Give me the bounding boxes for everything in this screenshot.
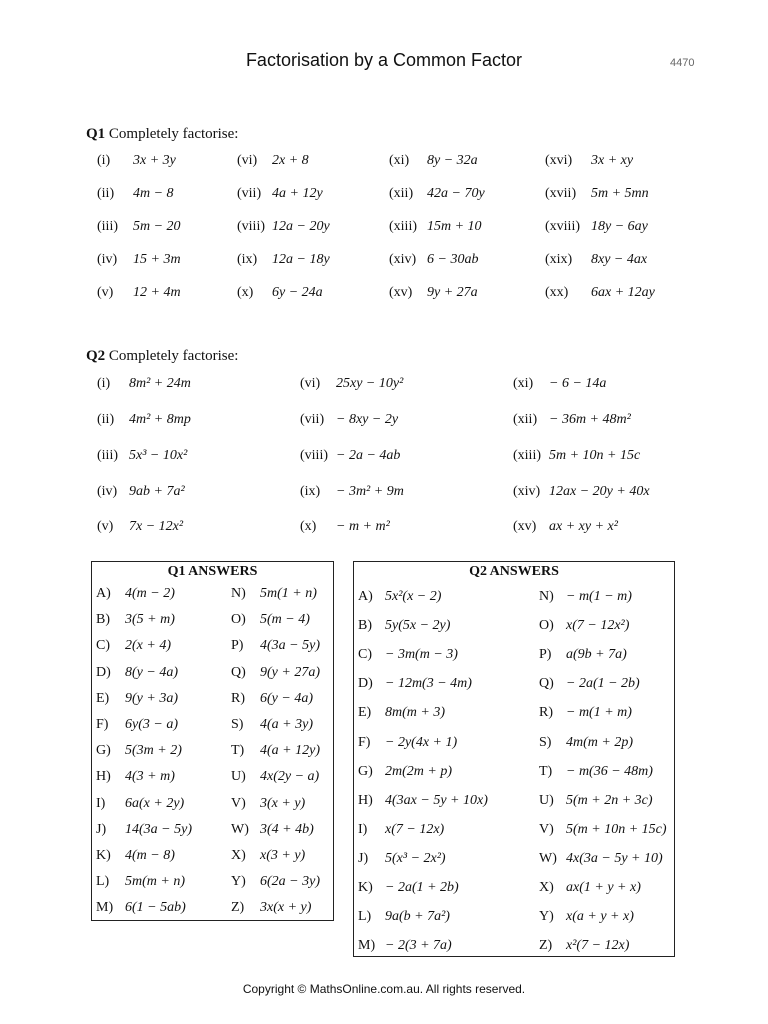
q2-item bbox=[97, 484, 185, 500]
q1-item bbox=[545, 252, 648, 268]
q2-answer-expression: − 3m(m − 3) bbox=[385, 647, 458, 663]
q1-item-expression: 3x + 3y bbox=[133, 153, 176, 168]
q1-answer bbox=[231, 795, 306, 812]
q2-answer bbox=[539, 909, 634, 925]
q2-item bbox=[513, 448, 641, 464]
q2-answer-expression: 5(m + 2n + 3c) bbox=[566, 792, 653, 808]
q1-answer bbox=[96, 743, 182, 759]
q2-answer-expression: 4x(3a − 5y + 10) bbox=[566, 850, 663, 866]
q1-item bbox=[545, 219, 648, 235]
q1-item-expression: 4m − 8 bbox=[133, 186, 174, 201]
q2-item bbox=[300, 484, 404, 500]
q2-item-expression: 12ax − 20y + 40x bbox=[549, 484, 650, 499]
q2-item bbox=[513, 519, 618, 535]
q2-item-number: (vi) bbox=[300, 376, 321, 391]
page-title: Factorisation by a Common Factor bbox=[245, 50, 523, 70]
q2-item-number: (iii) bbox=[97, 448, 118, 463]
q2-answer-expression: 4(3ax − 5y + 10x) bbox=[385, 792, 488, 808]
q1-answer-number: F) bbox=[96, 717, 109, 732]
q1-answer bbox=[96, 612, 175, 628]
q1-answer-expression: 9(y + 27a) bbox=[260, 664, 320, 680]
q2-answer bbox=[539, 938, 630, 954]
q1-item-expression: 8xy − 4ax bbox=[591, 252, 648, 267]
q1-answer bbox=[96, 638, 171, 654]
q2-item bbox=[513, 484, 650, 500]
q2-item bbox=[97, 448, 188, 464]
q1-item-expression: 6y − 24a bbox=[272, 285, 323, 300]
q1-item bbox=[237, 219, 330, 235]
q1-item-expression: 8y − 32a bbox=[427, 153, 478, 168]
q1-item bbox=[545, 186, 649, 202]
q2-item-expression: 25xy − 10y² bbox=[336, 376, 404, 391]
q2-answer-number: A) bbox=[358, 589, 373, 604]
q2-item-number: (xi) bbox=[513, 376, 534, 391]
q2-answer-number: U) bbox=[539, 792, 554, 808]
q2-answer bbox=[539, 821, 667, 838]
q2-answer bbox=[358, 705, 445, 721]
q1-answer-number: T) bbox=[231, 743, 245, 759]
q2-answer-number: D) bbox=[358, 676, 373, 692]
q2-item-expression: 4m² + 8mp bbox=[129, 412, 191, 427]
q2-answer-expression: − 2a(1 + 2b) bbox=[385, 880, 459, 895]
q2-item-number: (xiii) bbox=[513, 448, 541, 463]
q2-answer-number: S) bbox=[539, 734, 552, 750]
q1-item bbox=[389, 186, 485, 202]
q1-answer bbox=[231, 664, 320, 681]
q1-answer-number: M) bbox=[96, 900, 114, 916]
q1-answer-expression: 6(y − 4a) bbox=[260, 690, 313, 706]
q1-item-number: (xi) bbox=[389, 153, 410, 168]
q1-answer-expression: 6y(3 − a) bbox=[125, 717, 178, 732]
q2-answer-number: R) bbox=[539, 705, 553, 721]
q2-item-number: (ix) bbox=[300, 484, 321, 499]
q2-answer-expression: − m(1 + m) bbox=[566, 705, 632, 721]
q2-answer-expression: 2m(2m + p) bbox=[385, 763, 452, 779]
q2-answer-expression: 5(x³ − 2x²) bbox=[385, 850, 446, 866]
q1-item-expression: 18y − 6ay bbox=[591, 219, 648, 234]
q1-item-number: (ii) bbox=[97, 186, 115, 201]
q1-answer-number: V) bbox=[231, 795, 246, 811]
q1-answer bbox=[231, 743, 320, 759]
q1-answer bbox=[231, 638, 320, 654]
q2-item-number: (iv) bbox=[97, 484, 118, 499]
q2-answer-expression: − m(36 − 48m) bbox=[566, 763, 653, 779]
q2-answer-expression: ax(1 + y + x) bbox=[566, 880, 641, 895]
q2-answer bbox=[539, 618, 630, 634]
q2-item-number: (vii) bbox=[300, 412, 325, 427]
q1-item-number: (xiii) bbox=[389, 219, 417, 234]
q2-answer-number: L) bbox=[358, 909, 372, 925]
q1-answer bbox=[96, 586, 175, 602]
q2-answer-number: Z) bbox=[539, 938, 553, 954]
q1-item-number: (x) bbox=[237, 285, 254, 300]
q2-heading bbox=[86, 348, 238, 365]
q1-item bbox=[97, 252, 181, 268]
q2-item-expression: 7x − 12x² bbox=[129, 519, 184, 534]
q2-answer-expression: x²(7 − 12x) bbox=[566, 938, 630, 954]
q1-answers-box bbox=[91, 561, 334, 921]
q1-item-expression: 4a + 12y bbox=[272, 186, 323, 201]
q1-item bbox=[545, 153, 634, 169]
q1-item-expression: 15m + 10 bbox=[427, 219, 482, 234]
q1-item-number: (xviii) bbox=[545, 219, 580, 234]
q2-item-number: (xv) bbox=[513, 519, 537, 534]
q2-item-number: (ii) bbox=[97, 412, 115, 427]
worksheet-code: 4470 bbox=[670, 57, 695, 69]
q1-answer-expression: 5(m − 4) bbox=[260, 612, 310, 628]
q1-answer-number: H) bbox=[96, 769, 111, 785]
q1-answer-expression: 8(y − 4a) bbox=[125, 664, 178, 680]
q1-item-number: (iii) bbox=[97, 219, 118, 234]
q2-answer-number: X) bbox=[539, 880, 554, 895]
q2-answer bbox=[539, 880, 641, 896]
q2-item bbox=[513, 412, 631, 428]
q1-item-number: (xvi) bbox=[545, 153, 573, 168]
q1-answer bbox=[96, 717, 178, 733]
q1-answer bbox=[231, 717, 313, 733]
q1-item-expression: 42a − 70y bbox=[427, 186, 485, 201]
q2-answer bbox=[358, 821, 445, 838]
q2-item bbox=[97, 376, 191, 392]
q2-answer bbox=[539, 647, 627, 663]
q2-item-expression: 8m² + 24m bbox=[129, 376, 191, 391]
q1-answer-expression: 3(4 + 4b) bbox=[260, 821, 314, 837]
q1-answer-number: L) bbox=[96, 874, 110, 890]
q1-item-expression: 2x + 8 bbox=[272, 153, 309, 168]
q2-item bbox=[300, 448, 401, 464]
q1-answer-number: Q) bbox=[231, 664, 246, 680]
q1-item bbox=[97, 285, 181, 301]
q1-answer-expression: 4(a + 3y) bbox=[260, 717, 313, 732]
q1-item bbox=[389, 219, 482, 235]
q1-answer-expression: 4(m − 8) bbox=[125, 848, 175, 863]
q1-answer-number: J) bbox=[96, 821, 107, 837]
q2-item bbox=[300, 376, 404, 392]
q2-answer-number: V) bbox=[539, 821, 554, 837]
q2-item bbox=[97, 412, 191, 428]
q2-answer-number: E) bbox=[358, 705, 372, 721]
q2-item-expression: − m + m² bbox=[336, 519, 390, 534]
q1-answer bbox=[231, 586, 317, 602]
q1-answer bbox=[96, 900, 186, 916]
q2-instruction: Completely factorise: bbox=[108, 348, 239, 364]
q2-answer-number: B) bbox=[358, 618, 372, 634]
q1-answer bbox=[96, 848, 175, 864]
q2-answer-expression: x(a + y + x) bbox=[566, 909, 634, 925]
q2-answer-expression: − m(1 − m) bbox=[566, 589, 632, 604]
q1-answer-number: Y) bbox=[231, 874, 246, 890]
q1-answer-number: O) bbox=[231, 612, 246, 628]
q1-item-number: (v) bbox=[97, 285, 114, 300]
q1-answer-expression: 5(3m + 2) bbox=[125, 743, 182, 759]
q1-answer bbox=[96, 690, 178, 707]
q1-item-number: (xx) bbox=[545, 285, 569, 300]
q1-answer-number: C) bbox=[96, 638, 110, 654]
q1-item-number: (xix) bbox=[545, 252, 573, 267]
q1-item-expression: 12a − 20y bbox=[272, 219, 330, 234]
q2-answer-expression: − 12m(3 − 4m) bbox=[385, 676, 472, 692]
q2-answer bbox=[358, 909, 450, 925]
q2-answer bbox=[539, 850, 663, 867]
q2-answer bbox=[539, 589, 632, 605]
q1-item-expression: 3x + xy bbox=[591, 153, 634, 168]
q1-item bbox=[237, 252, 330, 268]
q1-answer-number: U) bbox=[231, 769, 246, 785]
q2-item bbox=[300, 519, 390, 535]
q1-item-expression: 5m + 5mn bbox=[591, 186, 649, 201]
q1-answer-expression: 9(y + 3a) bbox=[125, 690, 178, 706]
q2-item-number: (viii) bbox=[300, 448, 328, 463]
q1-item-expression: 12 + 4m bbox=[133, 285, 181, 300]
q1-item-number: (vi) bbox=[237, 153, 258, 168]
q1-answer-expression: x(3 + y) bbox=[260, 848, 306, 863]
q2-answer-expression: − 2y(4x + 1) bbox=[385, 734, 458, 750]
q1-answer-number: S) bbox=[231, 717, 244, 732]
q2-item-expression: − 8xy − 2y bbox=[336, 412, 399, 427]
q1-answer-number: P) bbox=[231, 638, 244, 654]
q1-answer bbox=[96, 769, 175, 785]
q2-answer-expression: 8m(m + 3) bbox=[385, 705, 445, 721]
q1-answer-number: X) bbox=[231, 848, 246, 863]
q2-answer-number: W) bbox=[539, 850, 557, 866]
q1-item-number: (i) bbox=[97, 153, 111, 168]
q1-item bbox=[97, 153, 176, 169]
q1-item-number: (xii) bbox=[389, 186, 414, 201]
q1-answer bbox=[231, 769, 320, 785]
q2-answer-number: F) bbox=[358, 734, 371, 750]
q1-item bbox=[389, 153, 478, 169]
q1-answer-number: G) bbox=[96, 743, 111, 759]
q2-answer-expression: 5(m + 10n + 15c) bbox=[566, 821, 667, 837]
q1-answer-expression: 5m(m + n) bbox=[125, 874, 185, 890]
q2-answer-number: O) bbox=[539, 618, 554, 634]
q1-item-number: (iv) bbox=[97, 252, 118, 267]
q2-answer bbox=[358, 618, 451, 634]
q1-item-expression: 5m − 20 bbox=[133, 219, 181, 234]
q2-answer-expression: 9a(b + 7a²) bbox=[385, 909, 450, 925]
q2-answer-number: K) bbox=[358, 880, 373, 895]
q1-item-expression: 6ax + 12ay bbox=[591, 285, 655, 300]
q1-answer-expression: 4(m − 2) bbox=[125, 586, 175, 601]
q2-answer-number: Y) bbox=[539, 909, 554, 925]
q2-answer bbox=[358, 589, 442, 605]
q1-item-number: (xvii) bbox=[545, 186, 577, 201]
q1-item-expression: 12a − 18y bbox=[272, 252, 330, 267]
q1-item-number: (vii) bbox=[237, 186, 262, 201]
q2-answer bbox=[358, 647, 458, 663]
q1-item-number: (xv) bbox=[389, 285, 413, 300]
q1-answer-number: A) bbox=[96, 586, 111, 601]
q2-item-expression: − 36m + 48m² bbox=[549, 412, 631, 427]
q2-answer bbox=[358, 938, 452, 954]
q1-answer-expression: 3(x + y) bbox=[260, 795, 306, 811]
q1-answer-number: I) bbox=[96, 795, 106, 811]
q1-answer bbox=[96, 821, 192, 838]
q1-item bbox=[237, 186, 323, 202]
q1-answer-expression: 3x(x + y) bbox=[260, 900, 312, 916]
q1-item-number: (ix) bbox=[237, 252, 258, 267]
q1-item bbox=[237, 153, 309, 169]
q1-answer bbox=[231, 612, 310, 628]
q2-answer-expression: − 2(3 + 7a) bbox=[385, 938, 452, 954]
q2-answer bbox=[358, 676, 472, 692]
q2-item-expression: − 2a − 4ab bbox=[336, 448, 401, 463]
q2-item-number: (xii) bbox=[513, 412, 538, 427]
q2-item-expression: − 3m² + 9m bbox=[336, 484, 404, 499]
q2-answer-expression: x(7 − 12x²) bbox=[566, 618, 630, 634]
q1-answer bbox=[96, 874, 185, 890]
q1-answer bbox=[231, 900, 312, 916]
q2-answer-number: J) bbox=[358, 850, 369, 866]
q1-answer-number: B) bbox=[96, 612, 110, 628]
copyright: Copyright © MathsOnline.com.au. All rights reserved. bbox=[242, 982, 526, 996]
q2-item-number: (x) bbox=[300, 519, 317, 534]
q2-item-number: (v) bbox=[97, 519, 114, 534]
q2-answer bbox=[539, 676, 640, 692]
q2-answers-box bbox=[353, 561, 675, 957]
q2-item bbox=[97, 519, 184, 535]
q2-answer-number: T) bbox=[539, 763, 553, 779]
q2-answer-number: G) bbox=[358, 763, 373, 779]
q1-answer-expression: 6(1 − 5ab) bbox=[125, 900, 186, 916]
q2-label: Q2 bbox=[86, 348, 106, 364]
q2-answer-expression: 4m(m + 2p) bbox=[566, 734, 633, 750]
q1-answer-number: Z) bbox=[231, 900, 245, 916]
q2-item-expression: 5x³ − 10x² bbox=[129, 448, 188, 463]
q1-item-expression: 15 + 3m bbox=[133, 252, 181, 267]
q2-answer-expression: 5x²(x − 2) bbox=[385, 589, 442, 604]
q2-answer-number: N) bbox=[539, 589, 554, 604]
q1-answer-number: W) bbox=[231, 821, 249, 837]
q1-answer-number: N) bbox=[231, 586, 246, 601]
q1-item-expression: 6 − 30ab bbox=[427, 252, 479, 267]
q1-label: Q1 bbox=[86, 126, 106, 142]
q1-answer-number: K) bbox=[96, 848, 111, 863]
q1-answer-expression: 4(a + 12y) bbox=[260, 743, 320, 759]
q1-answer-expression: 6a(x + 2y) bbox=[125, 795, 185, 811]
q2-answer bbox=[539, 763, 653, 780]
q1-answer bbox=[231, 821, 314, 838]
q2-answer-expression: a(9b + 7a) bbox=[566, 647, 627, 663]
q2-answer bbox=[358, 734, 458, 751]
q2-item bbox=[300, 412, 399, 428]
q1-answer-expression: 5m(1 + n) bbox=[260, 586, 317, 601]
q1-answer-expression: 3(5 + m) bbox=[125, 612, 175, 628]
q2-item-number: (xiv) bbox=[513, 484, 541, 499]
q1-item bbox=[389, 252, 479, 268]
q1-answer-expression: 4x(2y − a) bbox=[260, 769, 320, 785]
q1-answers-heading: Q1 ANSWERS bbox=[167, 564, 258, 579]
q1-item bbox=[97, 219, 181, 235]
q1-answer-expression: 2(x + 4) bbox=[125, 638, 171, 654]
q2-answer bbox=[358, 880, 459, 896]
q1-item bbox=[545, 285, 655, 301]
q2-answer bbox=[358, 763, 452, 780]
q2-item-expression: 9ab + 7a² bbox=[129, 484, 185, 499]
q2-item-expression: − 6 − 14a bbox=[549, 376, 607, 391]
q2-answers-heading: Q2 ANSWERS bbox=[469, 564, 559, 579]
q1-item bbox=[97, 186, 174, 202]
q1-answer bbox=[96, 664, 178, 681]
q2-answer-expression: − 2a(1 − 2b) bbox=[566, 676, 640, 692]
q2-answer bbox=[539, 792, 653, 809]
q1-item-expression: 9y + 27a bbox=[427, 285, 478, 300]
q1-answer-number: D) bbox=[96, 664, 111, 680]
q1-item bbox=[237, 285, 323, 301]
q2-answer-number: M) bbox=[358, 938, 376, 954]
q1-answer-expression: 4(3 + m) bbox=[125, 769, 175, 785]
q2-answer bbox=[539, 705, 632, 721]
q2-item bbox=[513, 376, 607, 392]
q2-answer-number: C) bbox=[358, 647, 372, 663]
q1-answer-expression: 14(3a − 5y) bbox=[125, 821, 192, 837]
q1-answer bbox=[231, 848, 306, 864]
q2-answer-expression: x(7 − 12x) bbox=[385, 821, 445, 837]
q1-item-number: (viii) bbox=[237, 219, 265, 234]
q2-item-expression: 5m + 10n + 15c bbox=[549, 448, 641, 463]
q2-answer-number: P) bbox=[539, 647, 552, 663]
q1-answer-number: R) bbox=[231, 690, 245, 706]
q1-answer-expression: 4(3a − 5y) bbox=[260, 638, 320, 654]
q2-answer bbox=[539, 734, 633, 751]
q2-answer-number: Q) bbox=[539, 676, 554, 692]
q2-item-number: (i) bbox=[97, 376, 111, 391]
q1-heading bbox=[86, 126, 238, 143]
q2-answer-expression: 5y(5x − 2y) bbox=[385, 618, 451, 634]
q2-answer-number: H) bbox=[358, 792, 373, 808]
q2-answer bbox=[358, 792, 488, 809]
q1-answer bbox=[231, 874, 320, 890]
q1-item-number: (xiv) bbox=[389, 252, 417, 267]
q1-answer bbox=[96, 795, 185, 812]
q1-item bbox=[389, 285, 478, 301]
q1-answer bbox=[231, 690, 313, 707]
q1-instruction: Completely factorise: bbox=[108, 126, 239, 142]
q1-answer-expression: 6(2a − 3y) bbox=[260, 874, 320, 890]
q2-answer-number: I) bbox=[358, 821, 368, 837]
q2-item-expression: ax + xy + x² bbox=[549, 519, 618, 534]
q2-answer bbox=[358, 850, 446, 867]
q1-answer-number: E) bbox=[96, 690, 110, 706]
